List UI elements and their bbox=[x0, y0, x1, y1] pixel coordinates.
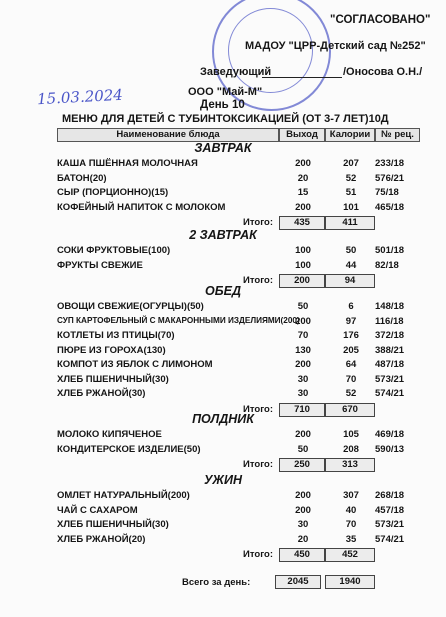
dish-recipe-number: 501/18 bbox=[375, 245, 405, 256]
menu-row bbox=[0, 534, 446, 548]
day-total-output: 2045 bbox=[275, 575, 321, 589]
column-header-recipe: № рец. bbox=[375, 128, 420, 142]
dish-calories: 97 bbox=[345, 315, 357, 327]
dish-name: ХЛЕБ ПШЕНИЧНЫЙ(30) bbox=[57, 373, 169, 385]
dish-name: МОЛОКО КИПЯЧЕНОЕ bbox=[57, 429, 162, 440]
dish-recipe-number: 268/18 bbox=[375, 490, 405, 501]
dish-recipe-number: 574/21 bbox=[375, 533, 405, 545]
meal-section-title: ОБЕД bbox=[205, 284, 241, 298]
menu-row bbox=[0, 187, 446, 201]
menu-row bbox=[0, 173, 446, 187]
dish-recipe-number: 487/18 bbox=[375, 359, 405, 370]
meal-total-output: 710 bbox=[279, 403, 325, 417]
dish-name: ЧАЙ С САХАРОМ bbox=[57, 504, 138, 516]
dish-recipe-number: 82/18 bbox=[375, 259, 399, 271]
menu-row bbox=[0, 158, 446, 172]
dish-output: 20 bbox=[297, 172, 309, 184]
dish-output: 200 bbox=[295, 315, 311, 327]
meal-total-calories: 313 bbox=[325, 458, 375, 472]
dish-calories: 70 bbox=[345, 373, 357, 385]
meal-total-output: 250 bbox=[279, 458, 325, 472]
dish-calories: 176 bbox=[343, 330, 359, 341]
dish-output: 50 bbox=[297, 301, 309, 312]
dish-calories: 40 bbox=[345, 504, 357, 516]
dish-output: 200 bbox=[295, 359, 311, 370]
agreed-label: "СОГЛАСОВАНО" bbox=[330, 14, 431, 26]
dish-calories: 207 bbox=[343, 158, 359, 169]
head-name: /Оносова О.Н./ bbox=[343, 66, 423, 78]
meal-total-calories: 94 bbox=[325, 274, 375, 288]
dish-recipe-number: 75/18 bbox=[375, 187, 399, 198]
dish-recipe-number: 576/21 bbox=[375, 172, 405, 184]
dish-output: 50 bbox=[297, 443, 309, 455]
menu-row bbox=[0, 202, 446, 216]
dish-output: 200 bbox=[295, 429, 311, 440]
dish-name: КОФЕЙНЫЙ НАПИТОК С МОЛОКОМ bbox=[57, 201, 226, 213]
dish-output: 200 bbox=[295, 490, 311, 501]
dish-name: БАТОН(20) bbox=[57, 172, 107, 184]
dish-recipe-number: 469/18 bbox=[375, 429, 405, 440]
meal-total-label: Итого: bbox=[243, 403, 273, 415]
dish-output: 30 bbox=[297, 519, 309, 530]
head-label: Заведующий bbox=[200, 66, 272, 78]
dish-name: ХЛЕБ ПШЕНИЧНЫЙ(30) bbox=[57, 519, 169, 530]
dish-output: 15 bbox=[297, 187, 309, 198]
dish-calories: 52 bbox=[345, 172, 357, 184]
dish-recipe-number: 233/18 bbox=[375, 158, 405, 169]
dish-calories: 101 bbox=[343, 201, 359, 213]
dish-output: 100 bbox=[295, 245, 311, 256]
menu-row bbox=[0, 388, 446, 402]
menu-row bbox=[0, 301, 446, 315]
dish-name: ОМЛЕТ НАТУРАЛЬНЫЙ(200) bbox=[57, 490, 190, 501]
meal-section-title: 2 ЗАВТРАК bbox=[189, 228, 257, 242]
dish-calories: 51 bbox=[345, 187, 357, 198]
dish-name: ФРУКТЫ СВЕЖИЕ bbox=[57, 259, 143, 271]
menu-row bbox=[0, 345, 446, 359]
meal-total-label: Итого: bbox=[243, 549, 273, 560]
dish-calories: 6 bbox=[348, 301, 354, 312]
organization-name: МАДОУ "ЦРР-Детский сад №252" bbox=[245, 40, 426, 52]
dish-recipe-number: 573/21 bbox=[375, 519, 405, 530]
dish-calories: 35 bbox=[345, 533, 357, 545]
dish-calories: 70 bbox=[345, 519, 357, 530]
dish-output: 200 bbox=[295, 201, 311, 213]
dish-calories: 50 bbox=[345, 245, 357, 256]
dish-calories: 208 bbox=[343, 443, 359, 455]
menu-row bbox=[0, 330, 446, 344]
meal-total-output: 435 bbox=[279, 216, 325, 230]
column-header-output: Выход bbox=[279, 128, 325, 142]
dish-name: КОНДИТЕРСКОЕ ИЗДЕЛИЕ(50) bbox=[57, 443, 201, 455]
menu-row bbox=[0, 444, 446, 458]
day-total-calories: 1940 bbox=[325, 575, 375, 589]
company-name: ООО "Май-М" bbox=[188, 86, 263, 98]
day-total-label: Всего за день: bbox=[182, 577, 251, 588]
dish-calories: 205 bbox=[343, 344, 359, 356]
dish-recipe-number: 573/21 bbox=[375, 373, 405, 385]
dish-calories: 64 bbox=[345, 359, 357, 370]
dish-recipe-number: 465/18 bbox=[375, 201, 405, 213]
meal-total-calories: 411 bbox=[325, 216, 375, 230]
dish-name: ПЮРЕ ИЗ ГОРОХА(130) bbox=[57, 344, 166, 356]
meal-total-output: 450 bbox=[279, 548, 325, 562]
dish-name: СЫР (ПОРЦИОННО)(15) bbox=[57, 187, 169, 198]
dish-calories: 307 bbox=[343, 490, 359, 501]
dish-recipe-number: 116/18 bbox=[375, 315, 404, 327]
menu-row bbox=[0, 519, 446, 533]
menu-row bbox=[0, 490, 446, 504]
meal-section-title: УЖИН bbox=[203, 473, 243, 487]
dish-recipe-number: 574/21 bbox=[375, 388, 405, 399]
day-number: День 10 bbox=[200, 99, 245, 111]
dish-name: СОКИ ФРУКТОВЫЕ(100) bbox=[57, 245, 171, 256]
menu-row bbox=[0, 374, 446, 388]
signature-line bbox=[262, 77, 342, 78]
dish-recipe-number: 457/18 bbox=[375, 504, 405, 516]
dish-recipe-number: 372/18 bbox=[375, 330, 405, 341]
dish-recipe-number: 590/13 bbox=[375, 443, 405, 455]
menu-row bbox=[0, 429, 446, 443]
dish-calories: 52 bbox=[345, 388, 357, 399]
meal-section-title: ЗАВТРАК bbox=[194, 141, 252, 155]
dish-output: 200 bbox=[295, 504, 311, 516]
dish-output: 20 bbox=[297, 533, 309, 545]
meal-section-title: ПОЛДНИК bbox=[192, 412, 254, 426]
meal-total-output: 200 bbox=[279, 274, 325, 288]
menu-row bbox=[0, 260, 446, 274]
dish-name: КАША ПШЁННАЯ МОЛОЧНАЯ bbox=[57, 158, 198, 169]
dish-name: ХЛЕБ РЖАНОЙ(20) bbox=[57, 533, 146, 545]
column-header-name: Наименование блюда bbox=[57, 128, 279, 142]
dish-output: 70 bbox=[297, 330, 309, 341]
menu-row bbox=[0, 245, 446, 259]
meal-total-label: Итого: bbox=[243, 217, 273, 228]
menu-title: МЕНЮ ДЛЯ ДЕТЕЙ С ТУБИНТОКСИКАЦИЕЙ (ОТ 3-7 ЛЕТ)10Д bbox=[62, 113, 389, 125]
meal-total-calories: 452 bbox=[325, 548, 375, 562]
dish-output: 30 bbox=[297, 388, 309, 399]
meal-total-label: Итого: bbox=[243, 459, 273, 470]
dish-output: 30 bbox=[297, 373, 309, 385]
dish-output: 130 bbox=[295, 344, 311, 356]
dish-recipe-number: 148/18 bbox=[375, 301, 405, 312]
meal-total-calories: 670 bbox=[325, 403, 375, 417]
dish-calories: 44 bbox=[345, 259, 357, 271]
dish-calories: 105 bbox=[343, 429, 359, 440]
dish-recipe-number: 388/21 bbox=[375, 344, 405, 356]
column-header-calories: Калории bbox=[325, 128, 375, 142]
meal-total-label: Итого: bbox=[243, 275, 273, 286]
dish-name: ОВОЩИ СВЕЖИЕ(ОГУРЦЫ)(50) bbox=[57, 301, 204, 312]
menu-row bbox=[0, 316, 446, 330]
dish-output: 200 bbox=[295, 158, 311, 169]
menu-row bbox=[0, 359, 446, 373]
dish-name: КОМПОТ ИЗ ЯБЛОК С ЛИМОНОМ bbox=[57, 359, 213, 370]
menu-row bbox=[0, 505, 446, 519]
dish-name: КОТЛЕТЫ ИЗ ПТИЦЫ(70) bbox=[57, 330, 175, 341]
dish-name: ХЛЕБ РЖАНОЙ(30) bbox=[57, 388, 146, 399]
dish-output: 100 bbox=[295, 259, 311, 271]
dish-name: СУП КАРТОФЕЛЬНЫЙ С МАКАРОННЫМИ ИЗДЕЛИЯМИ(200) bbox=[57, 315, 300, 325]
handwritten-date: 15.03.2024 bbox=[36, 85, 124, 109]
